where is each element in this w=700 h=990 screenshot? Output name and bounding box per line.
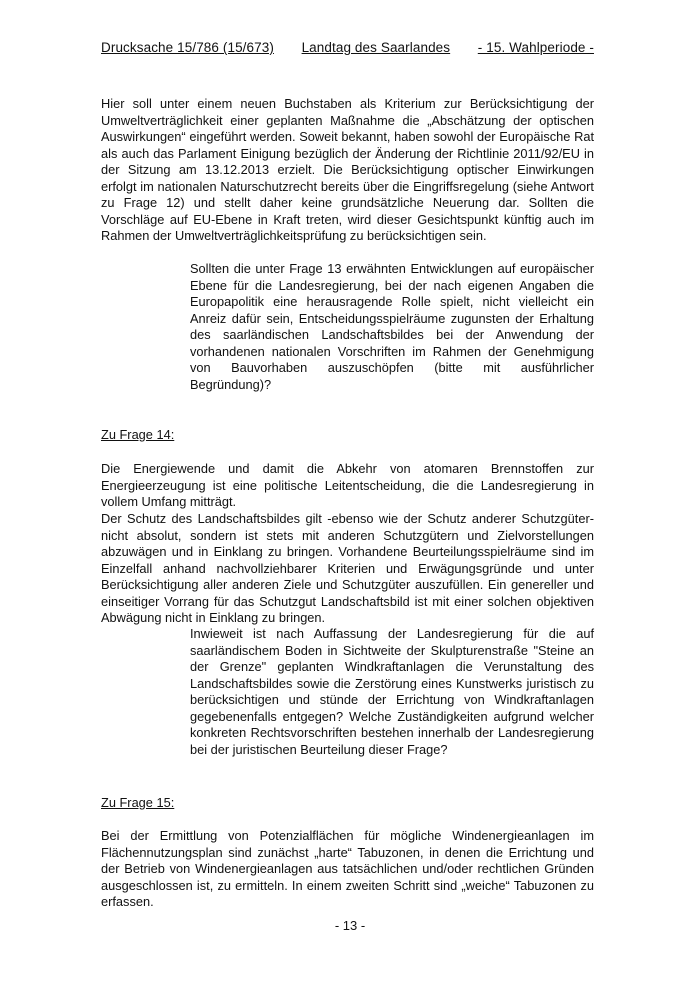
answer-14-heading: Zu Frage 14: [101, 427, 175, 442]
answer-14-paragraph-1: Die Energiewende und damit die Abkehr von atomaren Brennstoffen zur Energieerzeugung ist eine politische Leitentscheidung, die die Landesregierung in vollem Umfang mitträgt. [101, 461, 594, 509]
question-14: Sollten die unter Frage 13 erwähnten Entwicklungen auf europäischer Ebene für die Landesregierung, bei der nach eigenen Angaben die Europapolitik eine herausragende Rolle spielt, nicht vielleicht ein Anreiz dafür sein, Entscheidungsspielräume zugunsten der Erhaltung des saarländischen Landschaftsbildes bei der Anwendung der vorhandenen nationalen Vorschriften im Rahmen der Genehmigung von Bauvorhaben auszuschöpfen (bitte mit ausführlicher Begründung)? [190, 261, 594, 392]
paragraph-intro: Hier soll unter einem neuen Buchstaben als Kriterium zur Berücksichtigung der Umweltverträglichkeit einer geplanten Maßnahme die „Abschätzung der optischen Auswirkungen“ eingeführt werden. Soweit bekannt, haben sowohl der Europäische Rat als auch das Parlament Einigung bezüglich der Änderung der Richtlinie 2011/92/EU in der Sitzung am 13.12.2013 erzielt. Die Berücksichtigung optischer Einwirkungen erfolgt im nationalen Naturschutzrecht bereits über die Eingriffsregelung (siehe Antwort zu Frage 12) und stellt daher keine grundsätzliche Neuerung dar. Sollten die Vorschläge auf EU-Ebene in Kraft treten, wird dieser Gesichtspunkt künftig auch im Rahmen der Umweltverträglichkeitsprüfung zu berücksichtigen sein. [101, 96, 594, 243]
page-number: - 13 - [334, 918, 366, 933]
answer-14-paragraph-2: Der Schutz des Landschaftsbildes gilt -ebenso wie der Schutz anderer Schutzgüter- nicht absolut, sondern ist stets mit anderen Schutzgütern und Zielvorstellungen abzuwägen und in Einklang zu bringen. Vorhandene Beurteilungsspielräume sind im Einzelfall anhand nachvollziehbarer Kriterien und Erwägungsgründe und unter Berücksichtigung aller anderen Ziele und Schutzgüter auszufüllen. Ein genereller und einseitiger Vorrang für das Schutzgut Landschaftsbild ist mit einer solchen objektiven Abwägung nicht in Einklang zu bringen. [101, 511, 594, 625]
page-header [101, 40, 594, 55]
wahlperiode: - 15. Wahlperiode - [477, 40, 594, 55]
landtag-name: Landtag des Saarlandes [301, 40, 451, 55]
answer-15-heading: Zu Frage 15: [101, 795, 175, 810]
answer-15-paragraph: Bei der Ermittlung von Potenzialflächen für mögliche Windenergieanlagen im Flächennutzungsplan sind zunächst „harte“ Tabuzonen, in denen die Errichtung und der Betrieb von Windenergieanlagen aus tatsächlichen und/oder rechtlichen Gründen ausgeschlossen ist, zu ermitteln. In einem zweiten Schritt sind „weiche“ Tabuzonen zu erfassen. [101, 828, 594, 909]
question-15: Inwieweit ist nach Auffassung der Landesregierung für die auf saarländischem Boden in Sichtweite der Skulpturenstraße "Steine an der Grenze" geplanten Windkraftanlagen die Verunstaltung des Landschaftsbildes sowie die Zerstörung eines Kunstwerks juristisch zu berücksichtigen und stünde der Errichtung von Windkraftanlagen gegebenenfalls entgegen? Welche Zuständigkeiten aufgrund welcher konkreten Rechtsvorschriften bestehen innerhalb der Landesregierung bei der juristischen Beurteilung dieser Frage? [190, 626, 594, 757]
drucksache-number: Drucksache 15/786 (15/673) [101, 40, 274, 55]
